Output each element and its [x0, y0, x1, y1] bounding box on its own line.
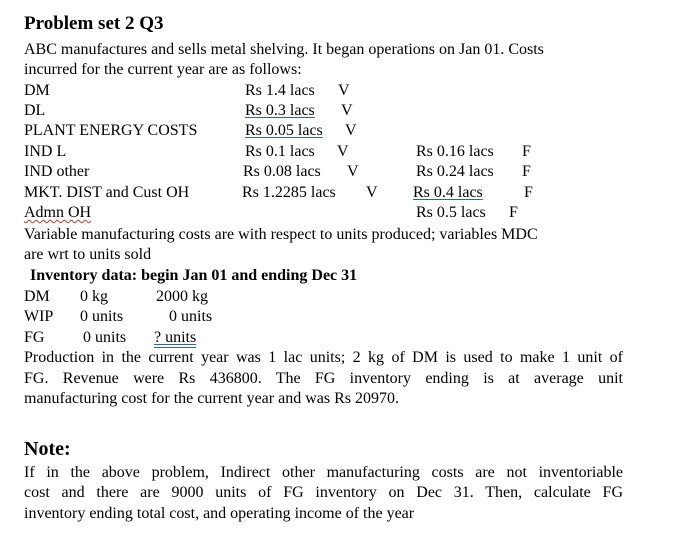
cost-variable: Rs 0.3 lacs [245, 102, 315, 119]
note-heading: Note: [24, 438, 71, 460]
production-line-3: manufacturing cost for the current year and was Rs 20970. [24, 390, 399, 407]
intro-line-1: ABC manufactures and sells metal shelving. It began operations on Jan 01. Costs [24, 41, 544, 58]
inventory-end: 0 units [169, 308, 213, 325]
note-line-3: inventory ending total cost, and operating income of the year [24, 505, 415, 522]
cost-fixed: Rs 0.4 lacs [413, 184, 483, 201]
cost-fixed-tag: F [522, 163, 531, 180]
title-text: Problem set 2 Q3 [24, 13, 164, 34]
inventory-item: WIP [24, 308, 54, 325]
cost-variable: Rs 1.4 lacs [245, 82, 315, 99]
production-line-1: Production in the current year was 1 lac units; 2 kg of DM is used to make 1 unit of [24, 349, 623, 366]
cost-fixed-tag: F [509, 204, 518, 221]
cost-label: MKT. DIST and Cust OH [24, 184, 190, 201]
cost-fixed-tag: F [522, 143, 531, 160]
inventory-end: ? units [154, 329, 197, 346]
note-line-2: cost and there are 9000 units of FG inventory on Dec 31. Then, calculate FG [24, 484, 623, 501]
cost-label: DM [24, 82, 50, 99]
variable-note-line-2: are wrt to units sold [24, 246, 152, 263]
cost-variable-tag: V [345, 122, 357, 139]
cost-variable: Rs 0.1 lacs [245, 143, 315, 160]
cost-label: PLANT ENERGY COSTS [24, 122, 198, 139]
cost-fixed-tag: F [524, 184, 533, 201]
inventory-begin: 0 units [83, 329, 127, 346]
variable-note-line-1: Variable manufacturing costs are with respect to units produced; variables MDC [24, 226, 538, 243]
inventory-end: 2000 kg [156, 288, 208, 305]
cost-variable-tag: V [338, 82, 350, 99]
cost-variable-tag: V [347, 163, 359, 180]
cost-variable: Rs 0.08 lacs [243, 163, 321, 180]
production-line-2: FG. Revenue were Rs 436800. The FG inventory ending is at average unit [24, 370, 623, 387]
cost-label: DL [24, 102, 46, 119]
cost-variable-tag: V [337, 143, 349, 160]
cost-variable: Rs 0.05 lacs [245, 122, 323, 139]
inventory-heading: Inventory data: begin Jan 01 and ending Dec 31 [30, 267, 358, 284]
intro-line-2: incurred for the current year are as follows: [24, 61, 302, 78]
inventory-item: DM [24, 288, 50, 305]
cost-variable-tag: V [341, 102, 353, 119]
inventory-begin: 0 kg [80, 288, 108, 305]
cost-variable: Rs 1.2285 lacs [242, 184, 336, 201]
cost-label: IND L [24, 143, 67, 160]
inventory-begin: 0 units [80, 308, 124, 325]
cost-label: Admn OH [24, 204, 92, 221]
cost-variable-tag: V [366, 184, 378, 201]
cost-fixed: Rs 0.5 lacs [416, 204, 486, 221]
page-title [24, 12, 164, 36]
note-line-1: If in the above problem, Indirect other manufacturing costs are not inventoriable [24, 464, 623, 481]
cost-label: IND other [24, 163, 90, 180]
cost-fixed: Rs 0.24 lacs [416, 163, 494, 180]
inventory-item: FG [24, 329, 45, 346]
cost-fixed: Rs 0.16 lacs [416, 143, 494, 160]
